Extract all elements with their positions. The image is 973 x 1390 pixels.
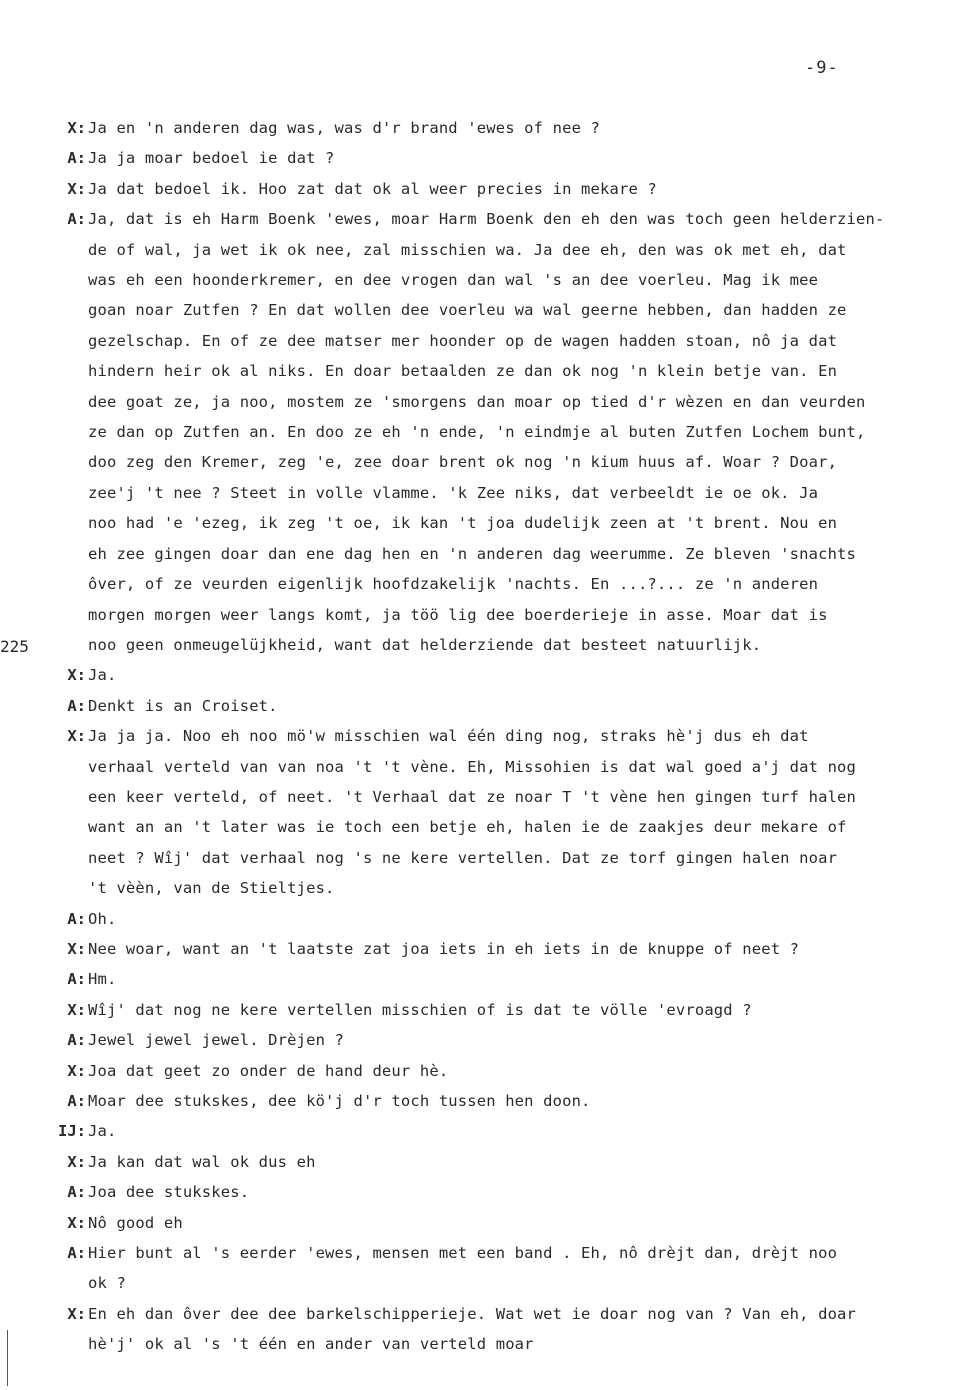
page-number: -9-: [805, 58, 839, 78]
text-line: Ja, dat is eh Harm Boenk 'ewes, moar Harm Boenk den eh den was toch geen helderzien-: [88, 210, 885, 229]
utterance-text: [86, 1147, 971, 1177]
text-line: zee'j 't nee ? Steet in volle vlamme. 'k Zee niks, dat verbeeldt ie oe ok. Ja: [88, 483, 819, 502]
text-line: Ja kan dat wal ok dus eh: [88, 1152, 316, 1171]
transcript-entry: [36, 1208, 971, 1238]
transcript-entry: [36, 1116, 971, 1146]
utterance-text: [86, 660, 971, 690]
text-line: doo zeg den Kremer, zeg 'e, zee doar brent ok nog 'n kium huus af. Woar ? Doar,: [88, 453, 838, 472]
utterance-text: [86, 1208, 971, 1238]
text-line: ok ?: [88, 1274, 126, 1293]
speaker-label: A:: [67, 909, 86, 928]
text-line: Ja.: [88, 666, 117, 685]
text-line: Moar dee stukskes, dee kö'j d'r toch tussen hen doon.: [88, 1092, 591, 1110]
transcript-entry: [36, 934, 971, 964]
speaker-label: X:: [67, 179, 86, 198]
margin-line: [7, 1330, 8, 1386]
text-line: goan noar Zutfen ? En dat wollen dee voerleu wa wal geerne hebben, dan hadden ze: [88, 301, 847, 320]
text-line: was eh een hoonderkremer, en dee vrogen dan wal 's an dee voerleu. Mag ik mee: [88, 271, 819, 290]
utterance-text: [86, 1238, 971, 1299]
text-line: Ja ja ja. Noo eh noo mö'w misschien wal één ding nog, straks hè'j dus eh dat: [88, 727, 809, 746]
transcript-entry: [36, 1056, 971, 1086]
text-line: Wîj' dat nog ne kere vertellen misschien of is dat te völle 'evroagd ?: [88, 1000, 752, 1019]
speaker-label: X:: [67, 1152, 86, 1171]
utterance-text: [86, 1025, 971, 1055]
transcript-entry: [36, 1299, 971, 1360]
speaker-label: A:: [67, 696, 86, 715]
text-line: Jewel jewel jewel. Drèjen ?: [88, 1031, 345, 1050]
speaker-label: A:: [67, 1092, 86, 1110]
speaker-label: X:: [67, 1213, 86, 1232]
utterance-text: [86, 934, 971, 964]
text-line: Nô good eh: [88, 1213, 183, 1232]
transcript-entry: [36, 1147, 971, 1177]
transcript-entry: [36, 904, 971, 934]
text-line: Ja dat bedoel ik. Hoo zat dat ok al weer precies in mekare ?: [88, 179, 657, 198]
text-line: verhaal verteld van van noa 't 't vène. Eh, Missohien is dat wal goed a'j dat nog: [88, 757, 857, 776]
text-line: neet ? Wîj' dat verhaal nog 's ne kere vertellen. Dat ze torf gingen halen noar: [88, 848, 838, 867]
speaker-label: X:: [67, 939, 86, 958]
speaker-label: A:: [67, 210, 86, 229]
transcript-entry: [36, 691, 971, 721]
utterance-text: [86, 1086, 971, 1116]
utterance-text: [86, 204, 971, 660]
utterance-text: [86, 1177, 971, 1207]
utterance-text: [86, 143, 971, 173]
transcript: [36, 113, 971, 1360]
text-line: Oh.: [88, 909, 117, 928]
transcript-entry: [36, 995, 971, 1025]
transcript-entry: [36, 174, 971, 204]
text-line: Ja ja moar bedoel ie dat ?: [88, 149, 335, 168]
text-line: de of wal, ja wet ik ok nee, zal misschien wa. Ja dee eh, den was ok met eh, dat: [88, 240, 847, 259]
utterance-text: [86, 721, 971, 903]
speaker-label: A:: [67, 1031, 86, 1050]
transcript-entry: [36, 660, 971, 690]
transcript-entry: [36, 143, 971, 173]
utterance-text: [86, 1056, 971, 1086]
speaker-label: IJ:: [58, 1122, 86, 1141]
text-line: Joa dee stukskes.: [88, 1183, 250, 1202]
text-line: gezelschap. En of ze dee matser mer hoonder op de wagen hadden stoan, nô ja dat: [88, 331, 838, 350]
speaker-label: A:: [67, 970, 86, 989]
text-line: Joa dat geet zo onder de hand deur hè.: [88, 1061, 449, 1080]
text-line: 't vèèn, van de Stieltjes.: [88, 879, 335, 898]
text-line: Ja en 'n anderen dag was, was d'r brand 'ewes of nee ?: [88, 119, 601, 137]
utterance-text: [86, 113, 971, 143]
speaker-label: X:: [67, 119, 86, 137]
text-line: Hier bunt al 's eerder 'ewes, mensen met een band . Eh, nô drèjt dan, drèjt noo: [88, 1244, 838, 1263]
text-line: eh zee gingen doar dan ene dag hen en 'n anderen dag weerumme. Ze bleven 'snachts: [88, 544, 857, 563]
text-line: morgen morgen weer langs komt, ja töö lig dee boerderieje in asse. Moar dat is: [88, 605, 828, 624]
text-line: hindern heir ok al niks. En doar betaalden ze dan ok nog 'n klein betje van. En: [88, 362, 838, 381]
speaker-label: X:: [67, 1000, 86, 1019]
speaker-label: A:: [67, 1183, 86, 1202]
transcript-entry: [36, 1025, 971, 1055]
speaker-label: X:: [67, 1061, 86, 1080]
text-line: Denkt is an Croiset.: [88, 696, 278, 715]
text-line: noo geen onmeugelüjkheid, want dat helderziende dat besteet natuurlijk.: [88, 635, 762, 654]
speaker-label: A:: [67, 1244, 86, 1263]
transcript-entry: [36, 204, 971, 660]
margin-line-number: 225: [0, 637, 29, 656]
text-line: En eh dan ôver dee dee barkelschipperieje. Wat wet ie doar nog van ? Van eh, doar: [88, 1304, 857, 1323]
speaker-label: X:: [67, 666, 86, 685]
utterance-text: [86, 1299, 971, 1360]
utterance-text: [86, 995, 971, 1025]
text-line: Ja.: [88, 1122, 117, 1141]
transcript-entry: [36, 721, 971, 903]
utterance-text: [86, 904, 971, 934]
transcript-entry: [36, 113, 971, 143]
utterance-text: [86, 174, 971, 204]
text-line: ôver, of ze veurden eigenlijk hoofdzakelijk 'nachts. En ...?... ze 'n anderen: [88, 575, 819, 594]
speaker-label: X:: [67, 727, 86, 746]
speaker-label: X:: [67, 1304, 86, 1323]
text-line: een keer verteld, of neet. 't Verhaal dat ze noar T 't vène hen gingen turf halen: [88, 787, 857, 806]
text-line: Hm.: [88, 970, 117, 989]
utterance-text: [86, 1116, 971, 1146]
utterance-text: [86, 964, 971, 994]
speaker-label: A:: [67, 149, 86, 168]
text-line: Nee woar, want an 't laatste zat joa iets in eh iets in de knuppe of neet ?: [88, 939, 800, 958]
transcript-entry: [36, 1177, 971, 1207]
text-line: hè'j' ok al 's 't één en ander van verteld moar: [88, 1335, 534, 1354]
utterance-text: [86, 691, 971, 721]
transcript-entry: [36, 964, 971, 994]
text-line: ze dan op Zutfen an. En doo ze eh 'n ende, 'n eindmje al buten Zutfen Lochem bunt,: [88, 423, 866, 442]
text-line: dee goat ze, ja noo, mostem ze 'smorgens dan moar op tied d'r wèzen en dan veurden: [88, 392, 866, 411]
text-line: want an an 't later was ie toch een betje eh, halen ie de zaakjes deur mekare of: [88, 818, 847, 837]
text-line: noo had 'e 'ezeg, ik zeg 't oe, ik kan 't joa dudelijk zeen at 't brent. Nou en: [88, 514, 838, 533]
transcript-entry: [36, 1238, 971, 1299]
transcript-entry: [36, 1086, 971, 1116]
